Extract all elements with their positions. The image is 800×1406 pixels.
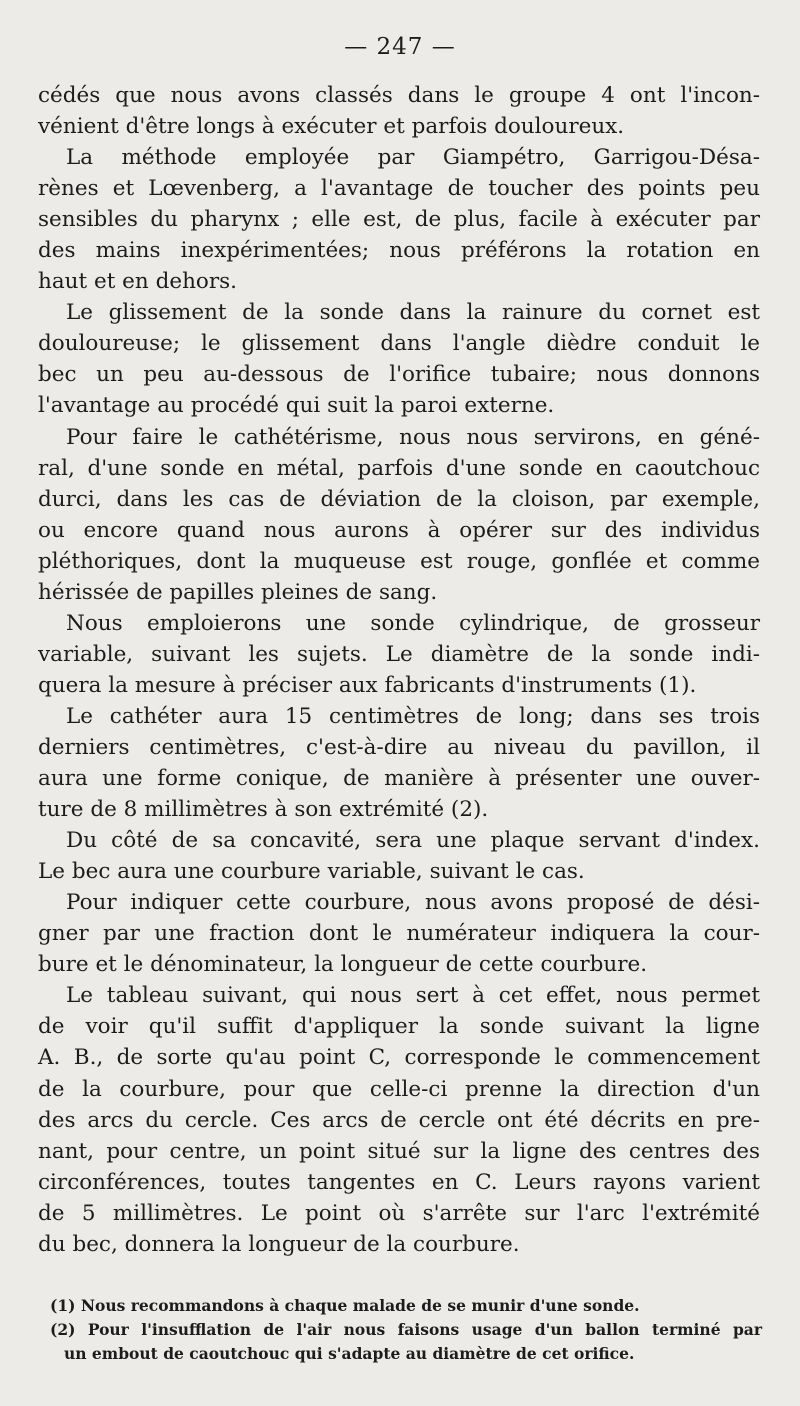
text-line: nant, pour centre, un point situé sur la ligne des centres des [38, 1138, 760, 1164]
text-line: hérissée de papilles pleines de sang. [38, 579, 438, 605]
text-line: La méthode employée par Giampétro, Garrigou-Désa- [66, 145, 760, 171]
text-line: rènes et Lœvenberg, a l'avantage de toucher des points peu [38, 176, 760, 202]
text-line: vénient d'être longs à exécuter et parfois douloureux. [38, 114, 625, 140]
text-line: derniers centimètres, c'est-à-dire au niveau du pavillon, il [38, 734, 760, 760]
text-line: gner par une fraction dont le numérateur indiquera la cour- [38, 921, 760, 947]
footnote-line: un embout de caoutchouc qui s'adapte au diamètre de cet orifice. [64, 1344, 635, 1363]
text-line: variable, suivant les sujets. Le diamètre de la sonde indi- [38, 641, 760, 667]
text-line: haut et en dehors. [38, 269, 238, 295]
text-line: Le bec aura une courbure variable, suivant le cas. [38, 859, 585, 885]
text-line: Du côté de sa concavité, sera une plaque servant d'index. [66, 828, 760, 854]
text-line: sensibles du pharynx ; elle est, de plus, facile à exécuter par [38, 207, 760, 233]
text-line: Le glissement de la sonde dans la rainure du cornet est [66, 300, 760, 326]
footnote-line: (2) Pour l'insufflation de l'air nous faisons usage d'un ballon terminé par [50, 1320, 762, 1339]
text-line: de voir qu'il suffit d'appliquer la sonde suivant la ligne [38, 1014, 760, 1040]
text-line: bec un peu au-dessous de l'orifice tubaire; nous donnons [38, 362, 760, 388]
text-line: bure et le dénominateur, la longueur de cette courbure. [38, 952, 648, 978]
text-line: Nous emploierons une sonde cylindrique, de grosseur [66, 610, 760, 636]
text-line: des mains inexpérimentées; nous préférons la rotation en [38, 238, 760, 264]
text-line: circonférences, toutes tangentes en C. Leurs rayons varient [38, 1169, 760, 1195]
text-line: des arcs du cercle. Ces arcs de cercle ont été décrits en pre- [38, 1107, 760, 1133]
text-line: durci, dans les cas de déviation de la cloison, par exemple, [38, 486, 760, 512]
text-line: du bec, donnera la longueur de la courbure. [38, 1231, 520, 1257]
text-line: pléthoriques, dont la muqueuse est rouge, gonflée et comme [38, 548, 760, 574]
text-line: quera la mesure à préciser aux fabricants d'instruments (1). [38, 672, 697, 698]
footnote-line: (1) Nous recommandons à chaque malade de se munir d'une sonde. [50, 1296, 640, 1315]
text-line: Pour faire le cathétérisme, nous nous servirons, en géné- [66, 424, 760, 450]
text-line: A. B., de sorte qu'au point C, corresponde le commencement [38, 1045, 760, 1071]
text-line: de 5 millimètres. Le point où s'arrête sur l'arc l'extrémité [38, 1200, 760, 1226]
body-text [38, 80, 760, 1260]
text-line: aura une forme conique, de manière à présenter une ouver- [38, 766, 760, 792]
text-line: Le tableau suivant, qui nous sert à cet effet, nous permet [66, 983, 760, 1009]
text-line: ral, d'une sonde en métal, parfois d'une sonde en caoutchouc [38, 455, 760, 481]
text-line: ou encore quand nous aurons à opérer sur des individus [38, 517, 760, 543]
text-line: ture de 8 millimètres à son extrémité (2). [38, 797, 489, 823]
text-line: douloureuse; le glissement dans l'angle dièdre conduit le [38, 331, 760, 357]
text-line: Le cathéter aura 15 centimètres de long; dans ses trois [66, 703, 760, 729]
page-number: — 247 — [344, 34, 456, 60]
text-line: l'avantage au procédé qui suit la paroi externe. [38, 393, 555, 419]
text-line: de la courbure, pour que celle-ci prenne la direction d'un [38, 1076, 760, 1102]
footnotes [50, 1294, 762, 1366]
text-line: Pour indiquer cette courbure, nous avons proposé de dési- [66, 890, 760, 916]
text-line: cédés que nous avons classés dans le groupe 4 ont l'incon- [38, 83, 760, 108]
